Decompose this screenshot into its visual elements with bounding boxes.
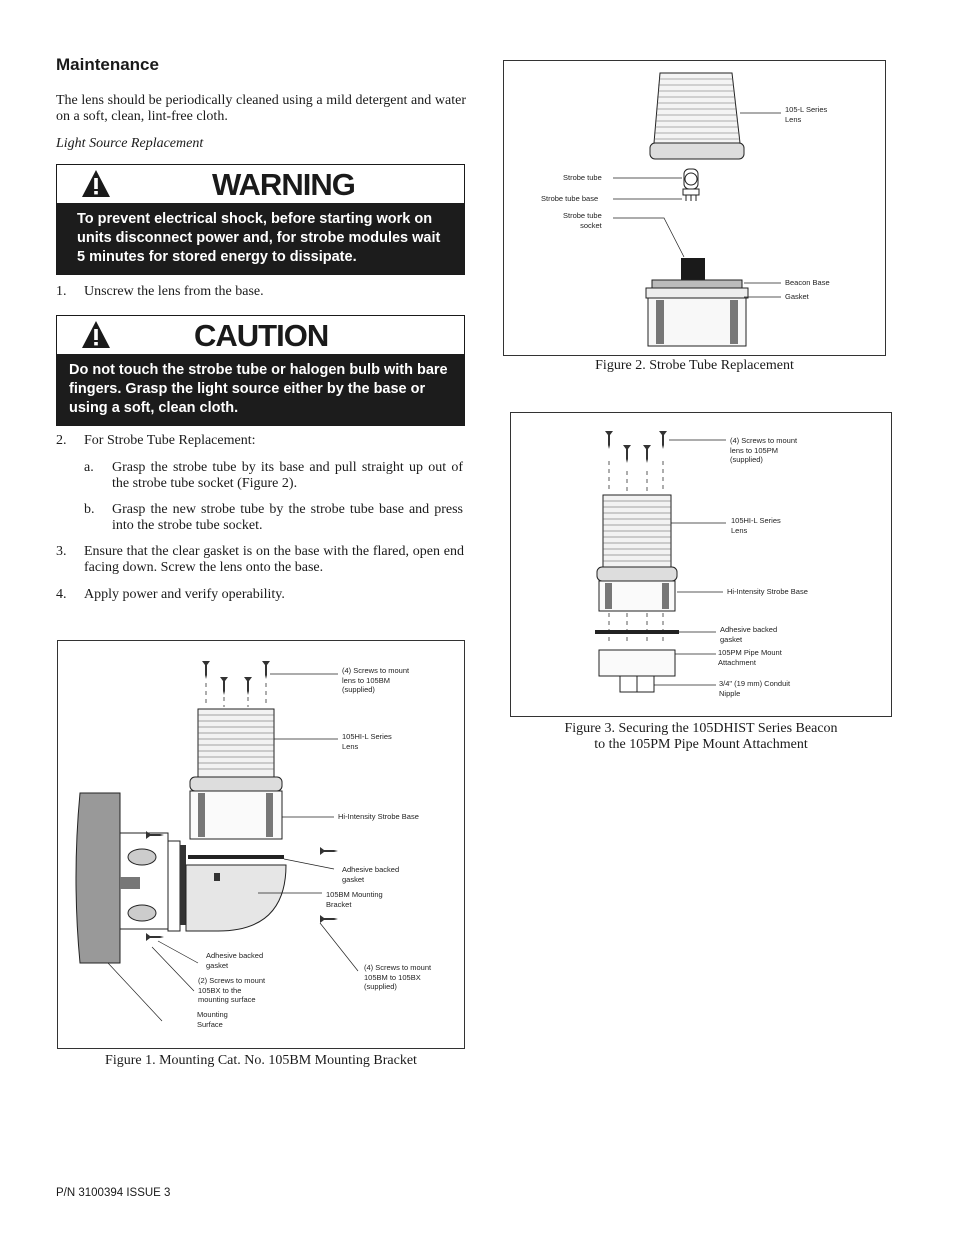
step-text: For Strobe Tube Replacement: bbox=[84, 433, 256, 448]
label-strobe-tube: Strobe tube bbox=[563, 173, 602, 182]
substep-letter: a. bbox=[84, 460, 94, 475]
figure-1-caption: Figure 1. Mounting Cat. No. 105BM Mounting Bracket bbox=[105, 1053, 417, 1068]
figure-3-caption: Figure 3. Securing the 105DHIST Series Beacon to the 105PM Pipe Mount Attachment bbox=[564, 721, 838, 752]
label-socket: Strobe tube socket bbox=[563, 211, 602, 230]
warning-text: To prevent electrical shock, before starting work on units disconnect power and, for strobe modules wait 5 minutes for stored energy to dissipate. bbox=[57, 203, 464, 274]
warning-triangle-icon bbox=[81, 320, 111, 350]
figure-1-box bbox=[57, 640, 465, 1049]
label-lens: 105-L Series Lens bbox=[785, 105, 828, 124]
label-base: Hi-Intensity Strobe Base bbox=[727, 587, 808, 596]
figure-2-box bbox=[503, 60, 886, 356]
step-number: 4. bbox=[56, 587, 67, 602]
label-screws-lens: (4) Screws to mount lens to 105BM (supplied) bbox=[342, 666, 410, 694]
substep-text: Grasp the strobe tube by its base and pull straight up out of the strobe tube socket (Figure 2). bbox=[112, 460, 463, 491]
substep-text: Grasp the new strobe tube by the strobe tube base and press into the strobe tube socket. bbox=[112, 502, 463, 533]
substep-letter: b. bbox=[84, 502, 95, 517]
label-pipe-mount: 105PM Pipe Mount Attachment bbox=[718, 648, 782, 667]
label-lens: 105HI-L Series Lens bbox=[342, 732, 392, 751]
step-number: 2. bbox=[56, 433, 67, 448]
figure-2-caption: Figure 2. Strobe Tube Replacement bbox=[595, 358, 794, 373]
step-text: Apply power and verify operability. bbox=[84, 587, 285, 602]
label-strobe-base: Strobe tube base bbox=[541, 194, 599, 203]
section-heading: Maintenance bbox=[56, 55, 159, 74]
label-gasket: Gasket bbox=[785, 292, 809, 301]
caution-title: CAUTION bbox=[194, 318, 329, 353]
warning-box bbox=[56, 164, 465, 275]
label-screws: (4) Screws to mount lens to 105PM (supplied) bbox=[730, 436, 798, 464]
label-surface: Mounting Surface bbox=[197, 1010, 228, 1029]
step-text: Ensure that the clear gasket is on the base with the flared, open end facing down. Screw the lens onto the base. bbox=[84, 544, 464, 575]
part-number-footer: P/N 3100394 ISSUE 3 bbox=[56, 1187, 171, 1199]
label-bracket: 105BM Mounting Bracket bbox=[326, 890, 383, 909]
caution-text: Do not touch the strobe tube or halogen bulb with bare fingers. Grasp the light source either by the base or using a soft, clean cloth. bbox=[57, 354, 464, 425]
label-nipple: 3/4" (19 mm) Conduit Nipple bbox=[719, 679, 791, 698]
subheading: Light Source Replacement bbox=[56, 136, 204, 151]
label-gasket-right: Adhesive backed gasket bbox=[342, 865, 400, 884]
step-number: 1. bbox=[56, 284, 67, 299]
step-number: 3. bbox=[56, 544, 67, 559]
label-base: Hi-Intensity Strobe Base bbox=[338, 812, 419, 821]
label-lens: 105HI-L Series Lens bbox=[731, 516, 781, 535]
label-screws-bx: (4) Screws to mount 105BM to 105BX (supplied) bbox=[364, 963, 432, 991]
intro-paragraph: The lens should be periodically cleaned using a mild detergent and water on a soft, clean, lint-free cloth. bbox=[56, 93, 466, 124]
pipe-mount-diagram bbox=[511, 413, 893, 718]
figure-3-box bbox=[510, 412, 892, 717]
label-gasket: Adhesive backed gasket bbox=[720, 625, 778, 644]
warning-title: WARNING bbox=[212, 167, 355, 202]
caution-box bbox=[56, 315, 465, 426]
label-screws-surface: (2) Screws to mount 105BX to the mounting surface bbox=[198, 976, 266, 1004]
strobe-tube-diagram bbox=[504, 61, 887, 357]
warning-triangle-icon bbox=[81, 169, 111, 199]
label-gasket-left: Adhesive backed gasket bbox=[206, 951, 264, 970]
label-beacon-base: Beacon Base bbox=[785, 278, 830, 287]
step-text: Unscrew the lens from the base. bbox=[84, 284, 264, 299]
